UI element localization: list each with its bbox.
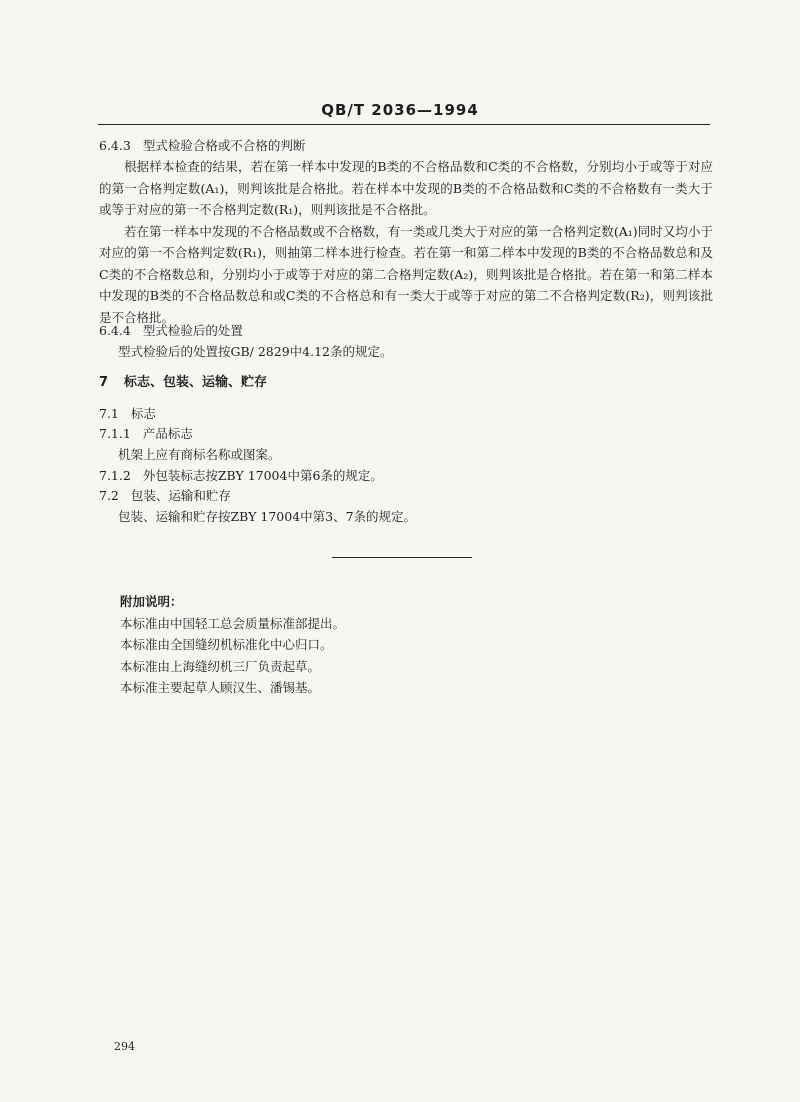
section-heading: [99, 486, 713, 506]
section-number: 6.4.3: [99, 138, 131, 153]
section-title: 型式检验后的处置: [142, 323, 243, 338]
end-rule: [332, 557, 472, 558]
section-heading: [99, 136, 713, 156]
paragraph: 根据样本检查的结果，若在第一样本中发现的B类的不合格品数和C类的不合格数，分别均小于或等于对应的第一合格判定数(A₁)，则判该批是合格批。若在样本中发现的B类的不合格品数和C类的不合格数有一类大于或等于对应的第一不合格判定数(R₁)，则判该批是不合格批。: [99, 159, 713, 217]
paragraph: 型式检验后的处置按GB/ 2829中4.12条的规定。: [118, 344, 393, 359]
section-title: 型式检验合格或不合格的判断: [142, 138, 306, 153]
section-number: 7.1.1: [99, 426, 131, 441]
note-line: 本标准主要起草人顾汉生、潘锡基。: [120, 680, 321, 695]
section-number: 6.4.4: [99, 323, 131, 338]
section-heading: [99, 424, 713, 444]
chapter-number: 7: [99, 375, 109, 390]
section-number: 7.1.2: [99, 467, 131, 483]
section-number: 7.1: [99, 406, 119, 421]
paragraph: 包装、运输和贮存按ZBY 17004中第3、7条的规定。: [118, 508, 417, 524]
section-heading: [99, 321, 713, 341]
additional-notes: [120, 591, 345, 699]
note-line: 本标准由全国缝纫机标准化中心归口。: [120, 637, 333, 652]
section-text: 外包装标志按ZBY 17004中第6条的规定。: [142, 467, 383, 483]
page-number: 294: [114, 1040, 135, 1053]
header-rule: [98, 124, 710, 125]
standard-code-header: QB/T 2036—1994: [321, 101, 479, 119]
section-6-4-3: [99, 136, 713, 328]
section-title: 标志: [130, 406, 156, 421]
section-title: 产品标志: [142, 426, 193, 441]
section-title: 包装、运输和贮存: [130, 487, 231, 503]
note-line: 本标准由中国轻工总会质量标准部提出。: [120, 615, 346, 631]
chapter-7-heading: [99, 372, 713, 394]
section-heading: [99, 404, 713, 424]
paragraph: 机架上应有商标名称或图案。: [118, 447, 281, 462]
paragraph: 若在第一样本中发现的不合格品数或不合格数，有一类或几类大于对应的第一合格判定数(A₁)同时又均小于对应的第一不合格判定数(R₁)，则抽第二样本进行检查。若在第一和第二样本中发现的B类的不合格品数总和及C类的不合格数总和，分别均小于或等于对应的第二合格判定数(A₂)，则判该批是合格批。若在第一和第二样本中发现的B类的不合格品数总和或C类的不合格总和有一类大于或等于对应的第二不合格判定数(R₂)，则判该批是不合格批。: [99, 223, 713, 325]
section-7: [99, 404, 713, 527]
section-number: 7.2: [99, 487, 119, 503]
section-heading: [99, 466, 713, 486]
chapter-title: 标志、包装、运输、贮存: [124, 375, 268, 390]
section-6-4-4: [99, 321, 713, 363]
note-line: 本标准由上海缝纫机三厂负责起草。: [120, 658, 321, 674]
notes-title: 附加说明：: [120, 594, 183, 609]
